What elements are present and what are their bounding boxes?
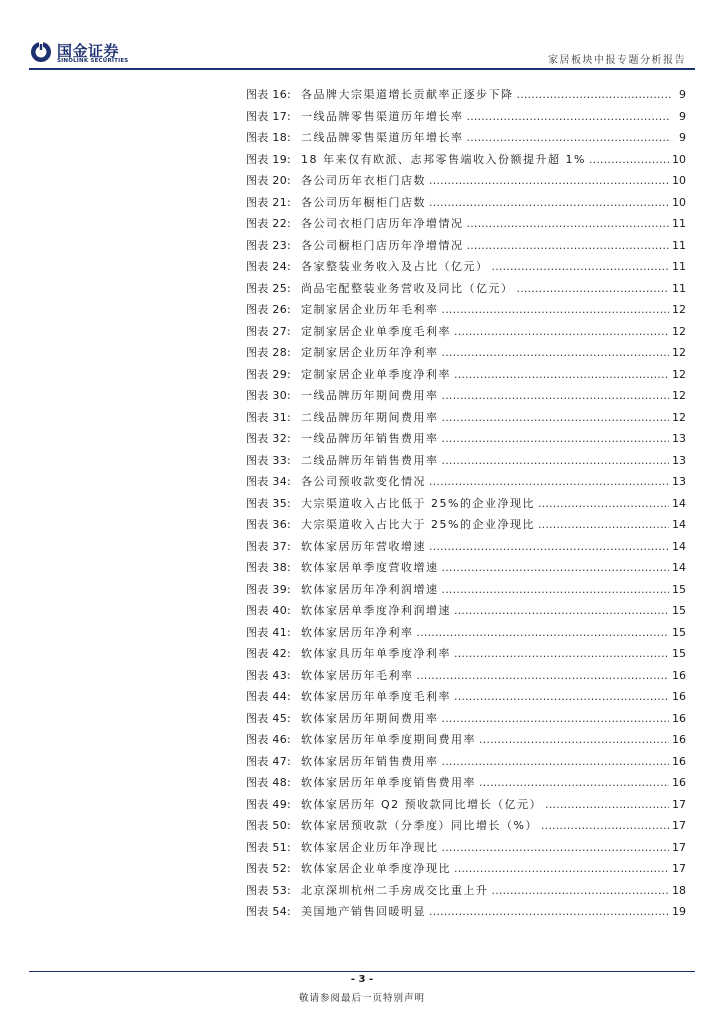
report-title: 家居板块中报专题分析报告 — [548, 55, 686, 66]
toc-figure-title: 各公司衣柜门店历年净增情况 — [301, 217, 464, 230]
toc-figure-label: 图表 50: — [246, 819, 291, 832]
page-number: - 3 - — [350, 974, 374, 985]
toc-page-number: 14 — [672, 518, 686, 531]
toc-entry[interactable] — [246, 860, 686, 882]
toc-entry[interactable] — [246, 151, 686, 173]
toc-figure-label: 图表 46: — [246, 733, 291, 746]
toc-figure-label: 图表 22: — [246, 217, 291, 230]
toc-dot-leader — [429, 540, 669, 553]
toc-figure-label: 图表 48: — [246, 776, 291, 789]
toc-page-number: 16 — [672, 690, 686, 703]
toc-entry[interactable] — [246, 194, 686, 216]
toc-dot-leader — [454, 690, 669, 703]
toc-entry[interactable] — [246, 538, 686, 560]
toc-figure-label: 图表 44: — [246, 690, 291, 703]
toc-entry[interactable] — [246, 280, 686, 302]
toc-figure-title: 软体家居历年销售费用率 — [301, 754, 439, 768]
toc-figure-title: 二线品牌历年销售费用率 — [301, 453, 439, 467]
toc-figure-title: 一线品牌历年销售费用率 — [301, 432, 439, 445]
toc-entry[interactable] — [246, 581, 686, 603]
toc-entry[interactable] — [246, 817, 686, 839]
toc-figure-label: 图表 20: — [246, 174, 291, 187]
toc-figure-title: 各公司橱柜门店历年净增情况 — [301, 238, 464, 252]
toc-figure-title: 各公司历年衣柜门店数 — [301, 174, 426, 187]
toc-dot-leader — [442, 712, 670, 725]
toc-dot-leader — [467, 217, 670, 230]
toc-entry[interactable] — [246, 710, 686, 732]
toc-figure-label: 图表 31: — [246, 410, 291, 424]
company-logo — [30, 40, 150, 68]
toc-entry[interactable] — [246, 366, 686, 388]
toc-figure-title: 软体家居历年单季度销售费用率 — [301, 776, 476, 789]
toc-dot-leader — [417, 626, 670, 639]
toc-dot-leader — [454, 647, 669, 660]
toc-page-number: 17 — [672, 797, 686, 811]
toc-figure-title: 各品牌大宗渠道增长贡献率正逐步下降 — [301, 88, 514, 101]
toc-figure-label: 图表 29: — [246, 367, 291, 381]
toc-entry[interactable] — [246, 215, 686, 237]
toc-entry[interactable] — [246, 129, 686, 151]
toc-page-number: 16 — [672, 754, 686, 768]
toc-page-number: 15 — [672, 582, 686, 596]
toc-entry[interactable] — [246, 688, 686, 710]
toc-figure-title: 大宗渠道收入占比大于 25%的企业净现比 — [301, 518, 535, 531]
toc-dot-leader — [492, 884, 670, 897]
toc-dot-leader — [429, 905, 669, 918]
toc-page-number: 12 — [672, 324, 686, 338]
toc-dot-leader — [442, 561, 670, 574]
toc-figure-label: 图表 45: — [246, 711, 291, 725]
toc-entry[interactable] — [246, 774, 686, 796]
toc-dot-leader — [442, 346, 670, 359]
toc-figure-title: 北京深圳杭州二手房成交比重上升 — [301, 883, 489, 897]
toc-figure-title: 软体家居预收款（分季度）同比增长（%） — [301, 819, 538, 832]
toc-page-number: 11 — [672, 238, 686, 252]
toc-figure-label: 图表 41: — [246, 625, 291, 639]
footer-divider — [29, 971, 695, 972]
toc-figure-title: 18 年来仅有欧派、志邦零售端收入份额提升超 1% — [301, 152, 586, 166]
toc-page-number: 17 — [672, 840, 686, 854]
toc-dot-leader — [442, 303, 670, 316]
toc-figure-title: 软体家居历年净利率 — [301, 625, 414, 639]
toc-dot-leader — [442, 389, 670, 402]
logo-english-name: SINOLINK SECURITIES — [57, 58, 129, 64]
toc-figure-title: 软体家居单季度营收增速 — [301, 561, 439, 574]
toc-entry[interactable] — [246, 516, 686, 538]
toc-entry[interactable] — [246, 452, 686, 474]
toc-dot-leader — [589, 153, 669, 166]
toc-dot-leader — [517, 88, 672, 101]
toc-page-number: 13 — [672, 453, 686, 467]
toc-figure-title: 定制家居企业单季度净利率 — [301, 367, 451, 381]
toc-dot-leader — [538, 518, 669, 531]
toc-dot-leader — [454, 862, 669, 875]
toc-dot-leader — [417, 669, 670, 682]
toc-figure-title: 定制家居企业历年净利率 — [301, 346, 439, 359]
toc-dot-leader — [442, 755, 670, 768]
toc-entry[interactable] — [246, 301, 686, 323]
toc-page-number: 11 — [672, 217, 686, 230]
toc-figure-title: 美国地产销售回暖明显 — [301, 905, 426, 918]
toc-figure-label: 图表 21: — [246, 195, 291, 209]
toc-page-number: 16 — [672, 733, 686, 746]
toc-entry[interactable] — [246, 796, 686, 818]
toc-page-number: 14 — [672, 496, 686, 510]
toc-figure-title: 软体家具历年单季度净利率 — [301, 647, 451, 660]
toc-dot-leader — [479, 776, 669, 789]
toc-figure-label: 图表 28: — [246, 346, 291, 359]
toc-dot-leader — [442, 411, 670, 424]
toc-entry[interactable] — [246, 108, 686, 130]
toc-figure-label: 图表 24: — [246, 260, 291, 273]
toc-figure-label: 图表 32: — [246, 432, 291, 445]
disclaimer-text: 敬请参阅最后一页特别声明 — [298, 993, 425, 1004]
toc-page-number: 15 — [672, 647, 686, 660]
toc-figure-title: 软体家居历年期间费用率 — [301, 711, 439, 725]
toc-figure-label: 图表 25: — [246, 281, 291, 295]
toc-figure-label: 图表 30: — [246, 389, 291, 402]
toc-page-number: 11 — [672, 281, 686, 295]
toc-figure-title: 二线品牌零售渠道历年增长率 — [301, 131, 464, 144]
toc-figure-title: 各公司预收款变化情况 — [301, 475, 426, 488]
toc-figure-label: 图表 40: — [246, 604, 291, 617]
toc-entry[interactable] — [246, 645, 686, 667]
toc-dot-leader — [467, 131, 672, 144]
toc-figure-label: 图表 53: — [246, 883, 291, 897]
toc-dot-leader — [454, 604, 669, 617]
toc-page-number: 9 — [679, 109, 686, 123]
toc-entry[interactable] — [246, 172, 686, 194]
toc-dot-leader — [429, 174, 669, 187]
toc-dot-leader — [429, 475, 669, 488]
toc-figure-label: 图表 52: — [246, 862, 291, 875]
toc-page-number: 12 — [672, 346, 686, 359]
sinolink-logo-icon — [30, 41, 52, 63]
toc-page-number: 15 — [672, 625, 686, 639]
toc-page-number: 9 — [679, 88, 686, 101]
toc-page-number: 10 — [672, 195, 686, 209]
toc-page-number: 13 — [672, 475, 686, 488]
toc-figure-title: 软体家居历年净利润增速 — [301, 582, 439, 596]
toc-figure-title: 软体家居单季度净利润增速 — [301, 604, 451, 617]
toc-entry[interactable] — [246, 237, 686, 259]
toc-figure-label: 图表 54: — [246, 905, 291, 918]
toc-dot-leader — [454, 368, 669, 381]
toc-figure-label: 图表 37: — [246, 539, 291, 553]
toc-figure-label: 图表 18: — [246, 131, 291, 144]
toc-page-number: 15 — [672, 604, 686, 617]
toc-page-number: 11 — [672, 260, 686, 273]
toc-figure-label: 图表 43: — [246, 668, 291, 682]
toc-entry[interactable] — [246, 731, 686, 753]
toc-entry[interactable] — [246, 344, 686, 366]
toc-page-number: 14 — [672, 561, 686, 574]
toc-figure-label: 图表 26: — [246, 303, 291, 316]
toc-entry[interactable] — [246, 495, 686, 517]
toc-page-number: 16 — [672, 776, 686, 789]
toc-entry[interactable] — [246, 473, 686, 495]
toc-figure-label: 图表 34: — [246, 475, 291, 488]
toc-figure-title: 一线品牌零售渠道历年增长率 — [301, 109, 464, 123]
toc-entry[interactable] — [246, 409, 686, 431]
toc-figure-title: 定制家居企业历年毛利率 — [301, 303, 439, 316]
toc-dot-leader — [545, 798, 669, 811]
toc-page-number: 12 — [672, 367, 686, 381]
toc-figure-label: 图表 17: — [246, 109, 291, 123]
header-divider — [29, 68, 695, 70]
toc-dot-leader — [467, 239, 670, 252]
toc-figure-title: 一线品牌历年期间费用率 — [301, 389, 439, 402]
toc-dot-leader — [517, 282, 670, 295]
toc-figure-label: 图表 23: — [246, 238, 291, 252]
toc-figure-title: 软体家居历年单季度毛利率 — [301, 690, 451, 703]
toc-figure-label: 图表 19: — [246, 152, 291, 166]
toc-figure-title: 二线品牌历年期间费用率 — [301, 410, 439, 424]
toc-dot-leader — [429, 196, 669, 209]
toc-entry[interactable] — [246, 602, 686, 624]
toc-dot-leader — [467, 110, 672, 123]
toc-page-number: 16 — [672, 668, 686, 682]
toc-page-number: 10 — [672, 152, 686, 166]
toc-page-number: 19 — [672, 905, 686, 918]
toc-page-number: 18 — [672, 883, 686, 897]
toc-dot-leader — [479, 733, 669, 746]
toc-entry[interactable] — [246, 753, 686, 775]
toc-dot-leader — [538, 497, 669, 510]
toc-figure-label: 图表 39: — [246, 582, 291, 596]
toc-figure-title: 大宗渠道收入占比低于 25%的企业净现比 — [301, 496, 535, 510]
toc-entry[interactable] — [246, 387, 686, 409]
toc-figure-label: 图表 51: — [246, 840, 291, 854]
toc-page-number: 17 — [672, 862, 686, 875]
toc-figure-label: 图表 35: — [246, 496, 291, 510]
toc-entry[interactable] — [246, 903, 686, 925]
toc-figure-title: 软体家居历年毛利率 — [301, 668, 414, 682]
toc-dot-leader — [442, 432, 670, 445]
toc-page-number: 13 — [672, 432, 686, 445]
toc-figure-label: 图表 49: — [246, 797, 291, 811]
toc-figure-title: 软体家居历年单季度期间费用率 — [301, 733, 476, 746]
toc-page-number: 16 — [672, 711, 686, 725]
toc-figure-title: 尚品宅配整装业务营收及同比（亿元） — [301, 281, 514, 295]
toc-figure-title: 软体家居企业单季度净现比 — [301, 862, 451, 875]
toc-dot-leader — [454, 325, 669, 338]
toc-page-number: 10 — [672, 174, 686, 187]
toc-entry[interactable] — [246, 839, 686, 861]
toc-figure-title: 软体家居历年营收增速 — [301, 539, 426, 553]
page-header — [0, 0, 724, 75]
toc-page-number: 12 — [672, 303, 686, 316]
toc-entry[interactable] — [246, 86, 686, 108]
toc-dot-leader — [442, 841, 670, 854]
toc-entry[interactable] — [246, 559, 686, 581]
toc-figure-label: 图表 16: — [246, 88, 291, 101]
logo-chinese-name: 国金证券 — [57, 42, 120, 60]
toc-figure-label: 图表 27: — [246, 324, 291, 338]
toc-figure-label: 图表 47: — [246, 754, 291, 768]
toc-figure-title: 软体家居历年 Q2 预收款同比增长（亿元） — [301, 797, 543, 811]
toc-figure-title: 各家整装业务收入及占比（亿元） — [301, 260, 489, 273]
toc-page-number: 9 — [679, 131, 686, 144]
toc-dot-leader — [442, 454, 670, 467]
toc-dot-leader — [541, 819, 669, 832]
toc-figure-label: 图表 36: — [246, 518, 291, 531]
toc-entry[interactable] — [246, 624, 686, 646]
toc-figure-label: 图表 33: — [246, 453, 291, 467]
toc-page-number: 12 — [672, 410, 686, 424]
toc-figure-title: 定制家居企业单季度毛利率 — [301, 324, 451, 338]
toc-entry[interactable] — [246, 323, 686, 345]
toc-entry[interactable] — [246, 430, 686, 452]
toc-page-number: 14 — [672, 539, 686, 553]
toc-page-number: 12 — [672, 389, 686, 402]
figure-table-of-contents — [246, 86, 686, 925]
toc-dot-leader — [492, 260, 670, 273]
toc-entry[interactable] — [246, 667, 686, 689]
toc-figure-label: 图表 42: — [246, 647, 291, 660]
toc-page-number: 17 — [672, 819, 686, 832]
toc-figure-label: 图表 38: — [246, 561, 291, 574]
toc-figure-title: 各公司历年橱柜门店数 — [301, 195, 426, 209]
toc-entry[interactable] — [246, 258, 686, 280]
toc-figure-title: 软体家居企业历年净现比 — [301, 840, 439, 854]
toc-dot-leader — [442, 583, 670, 596]
toc-entry[interactable] — [246, 882, 686, 904]
